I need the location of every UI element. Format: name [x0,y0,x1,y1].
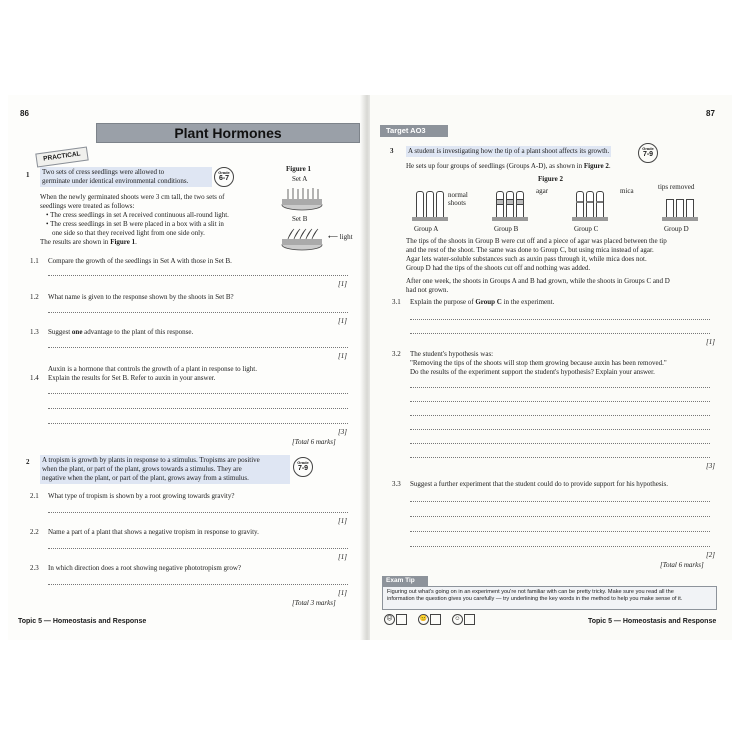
q1-4-marks: [3] [338,428,347,436]
sad-face-icon: ☹ [384,614,395,625]
grade-value: 7-9 [642,151,654,158]
right-footer: Topic 5 — Homeostasis and Response [588,618,717,625]
shoot [496,191,504,219]
happy-checkbox[interactable] [464,614,475,625]
grade-badge-q2 [293,457,313,477]
method-line-1: The tips of the shoots in Group B were cut off and a piece of agar was placed between the tip [406,237,667,245]
agar-block [506,199,514,205]
answer-line[interactable] [410,429,710,430]
figure-1-title: Figure 1 [286,165,311,173]
q3-1-text-bold: Group C [475,298,502,306]
results-line-1: After one week, the shoots in Groups A and B had grown, while the shoots in Groups C and D [406,277,670,285]
tips-removed-label: tips removed [658,183,695,191]
q3-1-number: 3.1 [392,298,401,306]
group-b-label: Group B [494,225,519,233]
q3-1-text [410,298,554,307]
q2-intro-line-3: negative when the plant, or part of the plant, grows away from a stimulus. [42,474,249,482]
q3-3-number: 3.3 [392,480,401,488]
q3-3-text: Suggest a further experiment that the student could do to provide support for his hypothesis. [410,480,668,488]
shoot [436,191,444,219]
answer-line[interactable] [48,393,348,394]
mica-sheet [576,201,583,203]
answer-line[interactable] [410,457,710,458]
q3-1-text-a: Explain the purpose of [410,298,476,306]
answer-line[interactable] [410,546,710,547]
set-a-label: Set A [292,175,308,183]
q1-3-text-b: advantage to the plant of this response. [82,328,194,336]
answer-line[interactable] [48,347,348,348]
mica-sheet [586,201,593,203]
answer-line[interactable] [410,387,710,388]
bullet-set-b: • The cress seedlings in set B were placed in a box with a slit in [46,220,224,228]
left-footer: Topic 5 — Homeostasis and Response [18,618,147,625]
q2-1-marks: [1] [338,517,347,525]
soil-base [492,217,528,221]
neutral-checkbox[interactable] [430,614,441,625]
practical-badge: PRACTICAL [35,146,88,167]
exam-tip-line-1: Figuring out what's going on in an experiment you're not familiar with can be pretty tricky. Make sure you read all the [387,589,674,595]
q3-method-paragraph [406,237,726,273]
q3-3-marks: [2] [706,551,715,559]
grade-label: Grade [218,170,230,175]
question-1-intro [40,167,212,187]
q1-method [40,193,290,247]
q1-3-number: 1.3 [30,328,39,336]
q3-2-marks: [3] [706,462,715,470]
q3-2-number: 3.2 [392,350,401,358]
answer-line[interactable] [410,501,710,502]
bullet-set-a: • The cress seedlings in set A received continuous all-round light. [46,211,229,219]
soil-base [662,217,698,221]
bullet-set-a-text: The cress seedlings in set A received continuous all-round light. [50,211,229,219]
set-a-seedlings-image [278,185,328,211]
sad-checkbox[interactable] [396,614,407,625]
method-line-3: Agar lets water-soluble substances such as auxin pass through it, while mica does not. [406,255,647,263]
q3-2-line-3: Do the results of the experiment support the student's hypothesis? Explain your answer. [410,368,655,376]
q2-intro-line-2: when the plant, or part of the plant, grows towards a stimulus. They are [42,465,242,473]
method-line-2: and the rest of the shoot. The same was done to Group C, but using mica instead of agar. [406,246,654,254]
shoot [596,191,604,219]
answer-line[interactable] [410,516,710,517]
page-number-right: 87 [706,109,715,118]
group-c-label: Group C [574,225,599,233]
q1-4-number: 1.4 [30,374,39,382]
q2-total-marks: [Total 3 marks] [292,599,336,607]
q1-1-marks: [1] [338,280,347,288]
answer-line[interactable] [410,531,710,532]
question-3-intro: A student is investigating how the tip of a plant shoot affects its growth. [408,147,610,155]
grade-label: Grade [642,146,654,151]
agar-label: agar [536,187,549,195]
results-line-2: had not grown. [406,286,449,294]
answer-line[interactable] [410,443,710,444]
q1-3-marks: [1] [338,352,347,360]
page-number-left: 86 [20,109,29,118]
target-ao3-badge: Target AO3 [380,125,448,137]
exam-tip-box [382,586,717,610]
soil-base [572,217,608,221]
happy-face-icon: ☺ [452,614,463,625]
q1-2-text: What name is given to the response shown by the shoots in Set B? [48,293,234,301]
exam-tip-label: Exam Tip [382,576,428,586]
q2-2-text: Name a part of a plant that shows a negative tropism in response to gravity. [48,528,259,536]
q3-1-text-b: in the experiment. [501,298,555,306]
left-page [8,95,363,640]
q3-results-paragraph [406,277,726,295]
q1-3-text-a: Suggest [48,328,72,336]
auxin-statement: Auxin is a hormone that controls the growth of a plant in response to light. [48,365,257,373]
right-page [370,95,732,640]
answer-line[interactable] [410,401,710,402]
q3-2-text [410,350,726,377]
answer-line[interactable] [48,408,348,409]
answer-line[interactable] [410,319,710,320]
q1-4-text: Explain the results for Set B. Refer to auxin in your answer. [48,374,216,382]
results-line: The results are shown in Figure 1. [40,238,137,246]
q1-intro-line-1: Two sets of cress seedlings were allowed to [42,168,165,176]
q3-1-marks: [1] [706,338,715,346]
shoot [576,191,584,219]
question-2-intro [40,455,290,484]
light-label: light [339,233,353,241]
neutral-face-icon: 😐 [418,614,429,625]
shoots-label: shoots [448,199,466,207]
results-figure-ref: Figure 1 [110,238,136,246]
q3-setup: He sets up four groups of seedlings (Groups A-D), as shown in Figure 2. [406,162,611,170]
answer-line[interactable] [410,333,710,334]
cut-shoot [676,199,684,219]
bullet-set-b-text-2: one side so that they received light from one side only. [52,229,205,237]
q2-2-marks: [1] [338,553,347,561]
cut-shoot [686,199,694,219]
q2-3-number: 2.3 [30,564,39,572]
q1-text-1: When the newly germinated shoots were 3 cm tall, the two sets of [40,193,225,201]
grade-badge-q1 [214,167,234,187]
mica-sheet [596,201,603,203]
q2-3-text: In which direction does a root showing negative phototropism grow? [48,564,242,572]
answer-line[interactable] [410,415,710,416]
grade-label: Grade [297,460,309,465]
bullet-set-b-text-1: The cress seedlings in set B were placed in a box with a slit in [50,220,224,228]
soil-base [412,217,448,221]
page-title: Plant Hormones [96,123,360,143]
question-3-number: 3 [390,147,394,155]
answer-line[interactable] [48,548,348,549]
figure-2-title: Figure 2 [538,175,563,183]
grade-badge-q3 [638,143,658,163]
book-spread [0,95,740,640]
set-b-label: Set B [292,215,308,223]
q1-3-text-bold: one [71,328,83,336]
q3-total-marks: [Total 6 marks] [660,561,704,569]
q1-2-number: 1.2 [30,293,39,301]
q1-1-text: Compare the growth of the seedlings in Set A with those in Set B. [48,257,232,265]
grade-value: 6-7 [218,175,230,182]
question-1-number: 1 [26,171,30,179]
mica-label: mica [620,187,634,195]
answer-line[interactable] [48,512,348,513]
group-a-label: Group A [414,225,439,233]
q2-2-number: 2.2 [30,528,39,536]
q2-3-marks: [1] [338,589,347,597]
shoot [506,191,514,219]
set-b-seedlings-image [278,225,328,251]
answer-line[interactable] [48,275,348,276]
answer-line[interactable] [48,423,348,424]
shoot [516,191,524,219]
q2-1-number: 2.1 [30,492,39,500]
q1-2-marks: [1] [338,317,347,325]
normal-shoots-label [448,191,468,207]
q3-setup-figure-ref: Figure 2 [583,162,609,170]
q1-total-marks: [Total 6 marks] [292,438,336,446]
exam-tip-line-2: information the question gives you carefully — try underlining the key words in the method to help you make sense of it. [387,596,683,602]
grade-value: 7-9 [297,465,309,472]
answer-line[interactable] [48,584,348,585]
cut-shoot [666,199,674,219]
results-prefix: The results are shown in [40,238,111,246]
normal-label: normal [448,191,468,199]
agar-block [516,199,524,205]
q3-setup-prefix: He sets up four groups of seedlings (Groups A-D), as shown in [406,162,584,170]
q3-2-line-1: The student's hypothesis was: [410,350,494,358]
shoot [586,191,594,219]
q1-text-2: seedlings were treated as follows: [40,202,135,210]
q2-intro-line-1: A tropism is growth by plants in response to a stimulus. Tropisms are positive [42,456,260,464]
q1-1-number: 1.1 [30,257,39,265]
group-d-label: Group D [664,225,689,233]
agar-block [496,199,504,205]
light-arrow: ⟵ light [328,233,353,241]
question-2-number: 2 [26,458,30,466]
q1-intro-line-2: germinate under identical environmental conditions. [42,177,189,185]
q3-2-line-2: "Removing the tips of the shoots will stop them growing because auxin has been removed." [410,359,667,367]
q1-3-text [48,328,193,337]
shoot [416,191,424,219]
answer-line[interactable] [48,312,348,313]
method-line-4: Group D had the tips of the shoots cut off and nothing was added. [406,264,591,272]
q2-1-text: What type of tropism is shown by a root growing towards gravity? [48,492,235,500]
shoot [426,191,434,219]
